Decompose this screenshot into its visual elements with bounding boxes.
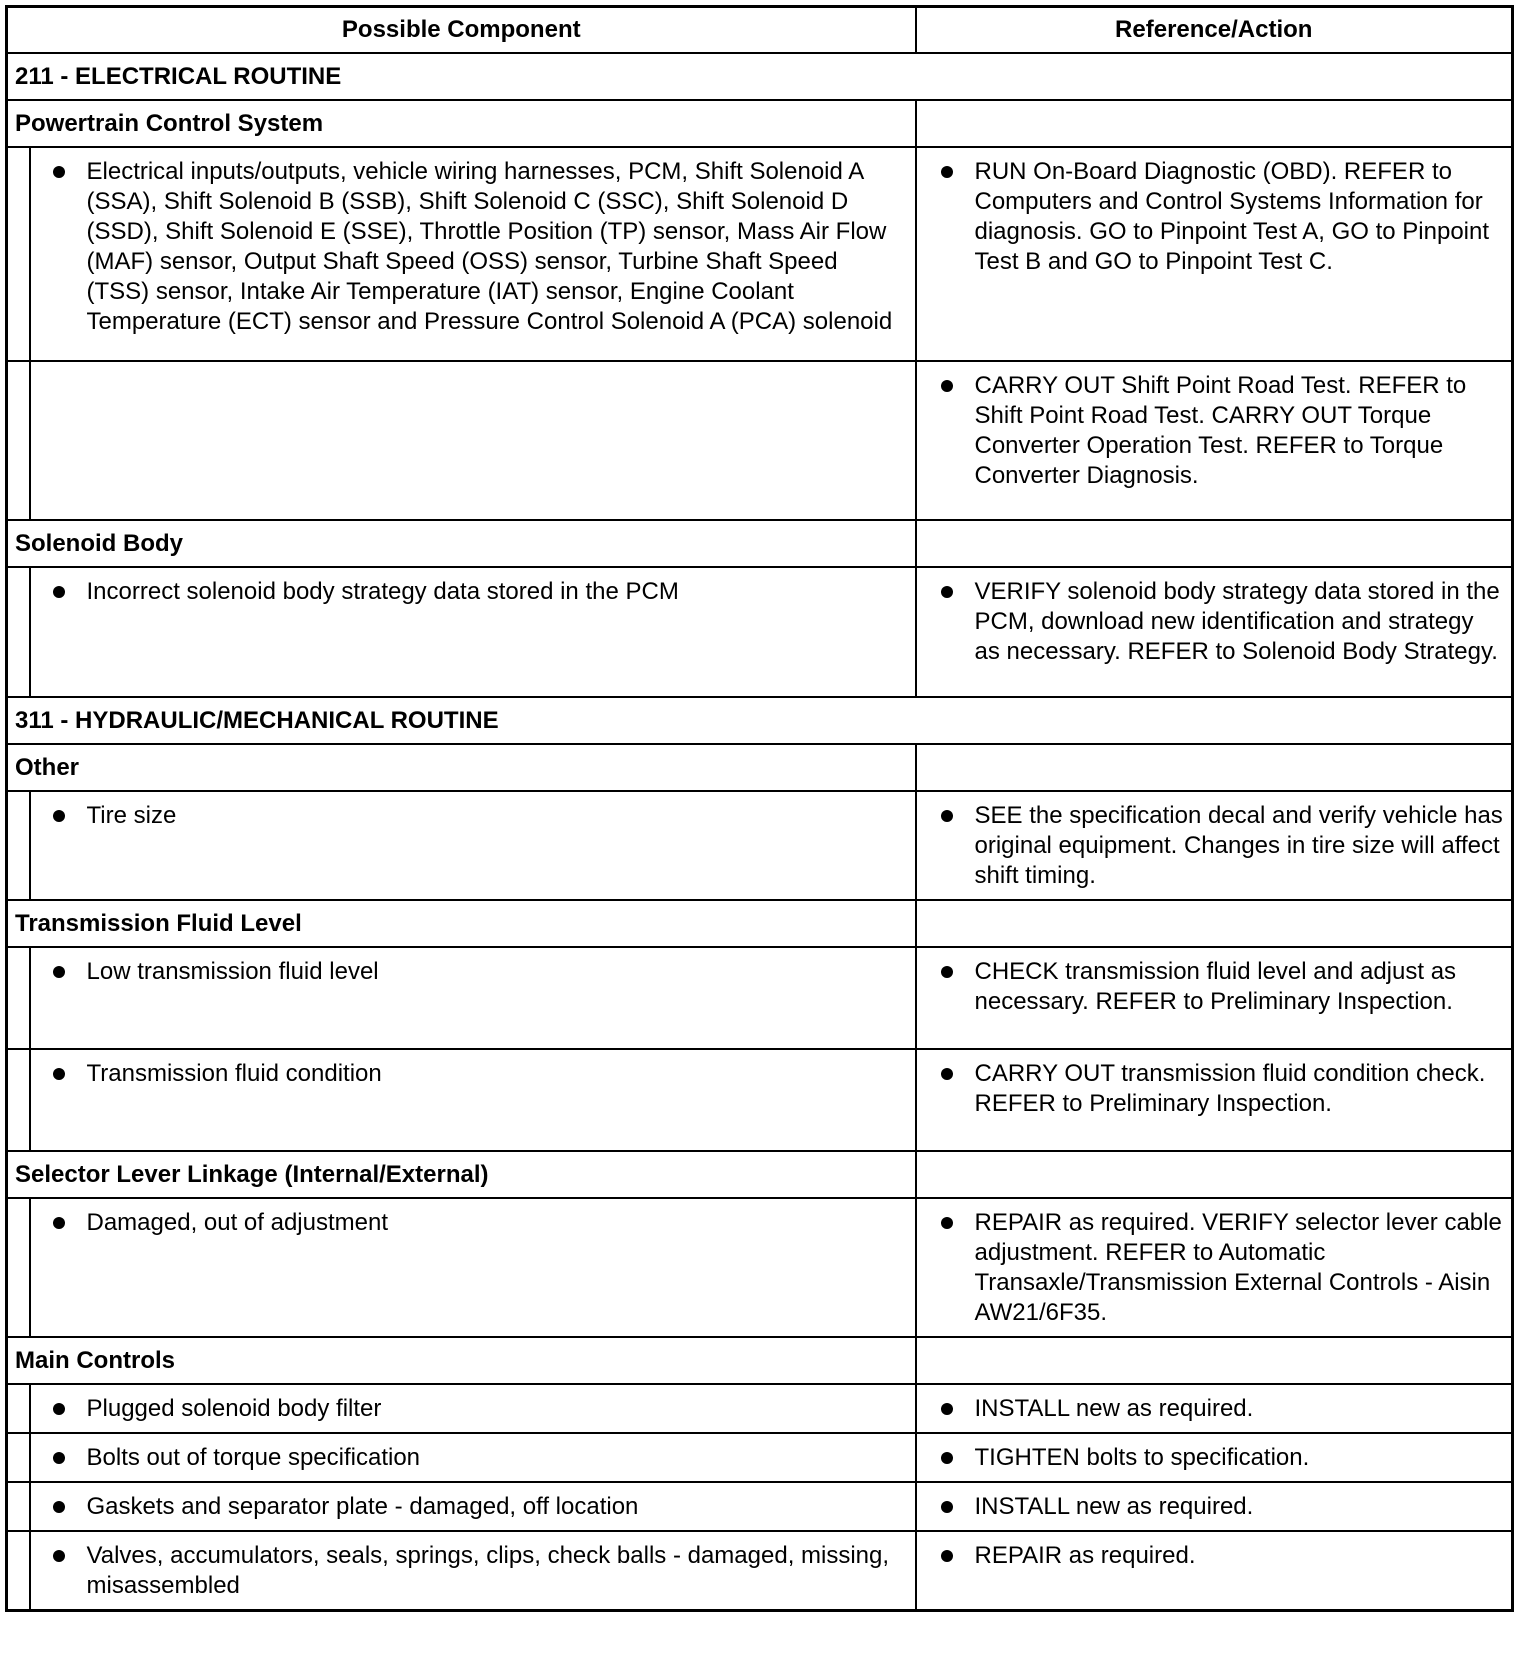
bullet-icon: [941, 1452, 953, 1464]
bullet-icon: [53, 1550, 65, 1562]
indent-cell: [7, 1198, 30, 1337]
group-empty-cell: [916, 1151, 1513, 1198]
component-cell: [30, 1384, 916, 1433]
reference-cell: [916, 1049, 1513, 1151]
bullet-icon: [941, 1403, 953, 1415]
table-row: [7, 361, 1513, 520]
bullet-icon: [941, 166, 953, 178]
table-row: [7, 1049, 1513, 1151]
component-text: Electrical inputs/outputs, vehicle wiring harnesses, PCM, Shift Solenoid A (SSA), Shift Solenoid B (SSB), Shift Solenoid C (SSC), Shift Solenoid D (SSD), Shift Solenoid E (SSE), Throttle Position (TP) sensor, Mass Air Flow (MAF) sensor, Output Shaft Speed (OSS) sensor, Turbine Shaft Speed (TSS) sensor, Intake Air Temperature (IAT) sensor, Engine Coolant Temperature (ECT) sensor and Pressure Control Solenoid A (PCA) solenoid: [86, 158, 893, 335]
reference-text: CARRY OUT transmission fluid condition check. REFER to Preliminary Inspection.: [974, 1060, 1486, 1117]
reference-text: INSTALL new as required.: [974, 1493, 1254, 1520]
table-row: [7, 1433, 1513, 1482]
reference-text: INSTALL new as required.: [974, 1395, 1254, 1422]
bullet-icon: [941, 1550, 953, 1562]
component-text: Damaged, out of adjustment: [86, 1209, 389, 1236]
reference-cell: [916, 1384, 1513, 1433]
table-row: [7, 1531, 1513, 1611]
group-row: [7, 100, 1513, 147]
bullet-icon: [53, 1403, 65, 1415]
component-cell: [30, 1049, 916, 1151]
group-empty-cell: [916, 100, 1513, 147]
group-row: [7, 1337, 1513, 1384]
reference-cell: [916, 1531, 1513, 1611]
bullet-icon: [53, 1217, 65, 1229]
component-text: Low transmission fluid level: [86, 958, 379, 985]
component-text: Bolts out of torque specification: [86, 1444, 421, 1471]
reference-text: REPAIR as required.: [974, 1542, 1196, 1569]
indent-cell: [7, 947, 30, 1049]
bullet-icon: [941, 1068, 953, 1080]
diagnostic-table: [5, 5, 1514, 1612]
bullet-icon: [53, 1068, 65, 1080]
component-text: Incorrect solenoid body strategy data stored in the PCM: [86, 578, 679, 605]
component-cell: [30, 947, 916, 1049]
reference-text: REPAIR as required. VERIFY selector lever cable adjustment. REFER to Automatic Transaxle/Transmission External Controls - Aisin AW21/6F35.: [974, 1209, 1502, 1326]
reference-cell: [916, 567, 1513, 697]
reference-text: CHECK transmission fluid level and adjust as necessary. REFER to Preliminary Inspection.: [974, 958, 1457, 1015]
indent-cell: [7, 1482, 30, 1531]
group-empty-cell: [916, 1337, 1513, 1384]
component-cell: [30, 1482, 916, 1531]
group-row: [7, 900, 1513, 947]
reference-text: CARRY OUT Shift Point Road Test. REFER to Shift Point Road Test. CARRY OUT Torque Converter Operation Test. REFER to Torque Converter Diagnosis.: [974, 372, 1467, 489]
group-title-powertrain: Powertrain Control System: [7, 100, 916, 147]
group-title-main-controls: Main Controls: [7, 1337, 916, 1384]
indent-cell: [7, 147, 30, 361]
table-row: [7, 147, 1513, 361]
component-cell: [30, 567, 916, 697]
table-row: [7, 947, 1513, 1049]
component-cell: [30, 361, 916, 520]
bullet-icon: [941, 966, 953, 978]
bullet-icon: [53, 1501, 65, 1513]
table-row: [7, 1198, 1513, 1337]
component-text: Transmission fluid condition: [86, 1060, 382, 1087]
reference-text: SEE the specification decal and verify vehicle has original equipment. Changes in tire size will affect shift timing.: [974, 802, 1503, 889]
reference-cell: [916, 947, 1513, 1049]
reference-cell: [916, 147, 1513, 361]
table-row: [7, 1384, 1513, 1433]
table-row: [7, 1482, 1513, 1531]
indent-cell: [7, 567, 30, 697]
reference-text: VERIFY solenoid body strategy data stored in the PCM, download new identification and strategy as necessary. REFER to Solenoid Body Strategy.: [974, 578, 1500, 665]
group-title-selector-lever: Selector Lever Linkage (Internal/External): [7, 1151, 916, 1198]
table-row: [7, 567, 1513, 697]
section-row: [7, 697, 1513, 744]
component-text: Plugged solenoid body filter: [86, 1395, 382, 1422]
bullet-icon: [941, 380, 953, 392]
group-row: [7, 744, 1513, 791]
group-empty-cell: [916, 900, 1513, 947]
reference-cell: [916, 791, 1513, 900]
reference-cell: [916, 1482, 1513, 1531]
reference-cell: [916, 361, 1513, 520]
indent-cell: [7, 1433, 30, 1482]
section-row: [7, 53, 1513, 100]
component-cell: [30, 147, 916, 361]
component-cell: [30, 1531, 916, 1611]
indent-cell: [7, 1049, 30, 1151]
reference-cell: [916, 1433, 1513, 1482]
header-possible-component: Possible Component: [7, 7, 916, 54]
indent-cell: [7, 1384, 30, 1433]
bullet-icon: [53, 586, 65, 598]
bullet-icon: [941, 586, 953, 598]
group-empty-cell: [916, 520, 1513, 567]
group-title-fluid-level: Transmission Fluid Level: [7, 900, 916, 947]
bullet-icon: [53, 810, 65, 822]
reference-cell: [916, 1198, 1513, 1337]
indent-cell: [7, 1531, 30, 1611]
group-title-other: Other: [7, 744, 916, 791]
reference-text: RUN On-Board Diagnostic (OBD). REFER to Computers and Control Systems Information for diagnosis. GO to Pinpoint Test A, GO to Pinpoint Test B and GO to Pinpoint Test C.: [974, 158, 1490, 275]
group-empty-cell: [916, 744, 1513, 791]
header-reference-action: Reference/Action: [916, 7, 1513, 54]
bullet-icon: [941, 1217, 953, 1229]
bullet-icon: [941, 810, 953, 822]
bullet-icon: [941, 1501, 953, 1513]
group-row: [7, 1151, 1513, 1198]
component-text: Gaskets and separator plate - damaged, off location: [86, 1493, 639, 1520]
bullet-icon: [53, 966, 65, 978]
bullet-icon: [53, 1452, 65, 1464]
section-title-electrical: 211 - ELECTRICAL ROUTINE: [7, 53, 1513, 100]
table-row: [7, 791, 1513, 900]
diagnostic-table-container: [5, 5, 1511, 1612]
component-cell: [30, 1433, 916, 1482]
component-text: Tire size: [86, 802, 177, 829]
reference-text: TIGHTEN bolts to specification.: [974, 1444, 1310, 1471]
group-row: [7, 520, 1513, 567]
component-cell: [30, 1198, 916, 1337]
section-title-hydraulic: 311 - HYDRAULIC/MECHANICAL ROUTINE: [7, 697, 1513, 744]
indent-cell: [7, 791, 30, 900]
table-header-row: [7, 7, 1513, 54]
component-text: Valves, accumulators, seals, springs, clips, check balls - damaged, missing, misassembled: [86, 1542, 890, 1599]
component-cell: [30, 791, 916, 900]
bullet-icon: [53, 166, 65, 178]
group-title-solenoid-body: Solenoid Body: [7, 520, 916, 567]
indent-cell: [7, 361, 30, 520]
